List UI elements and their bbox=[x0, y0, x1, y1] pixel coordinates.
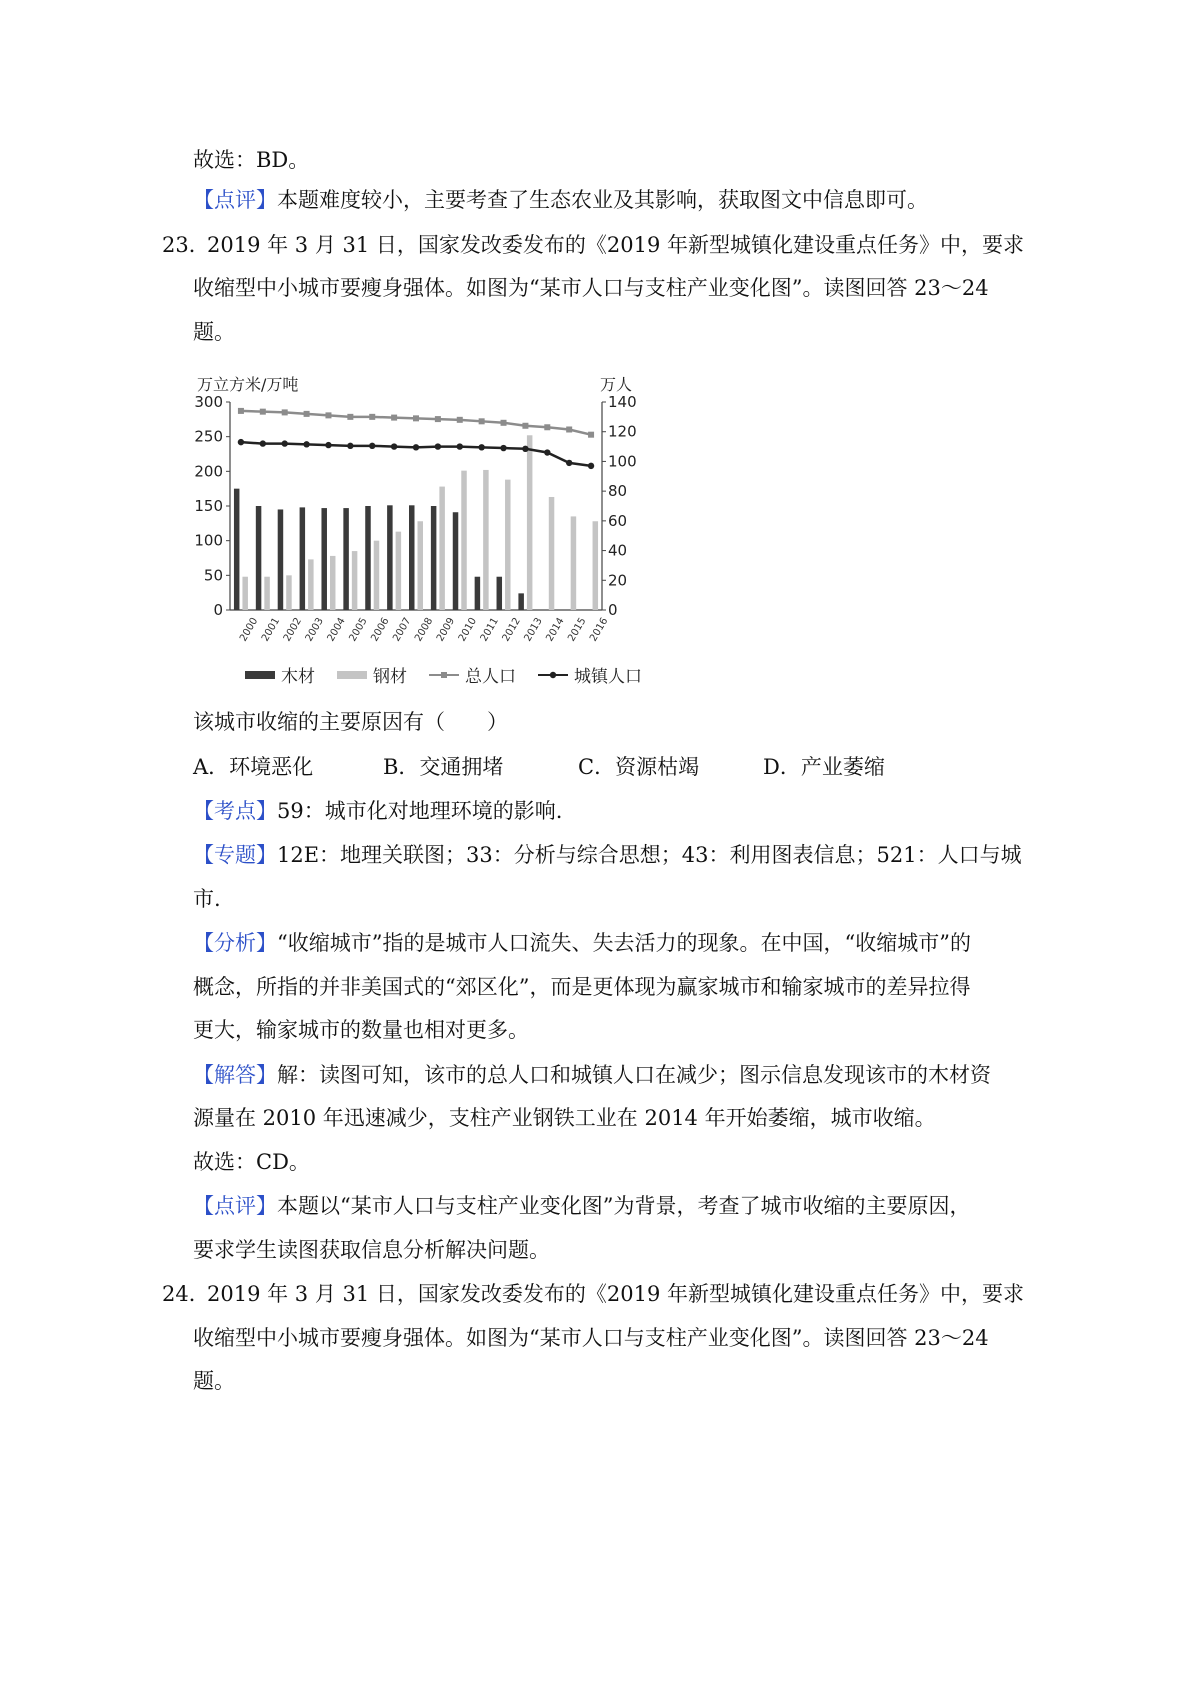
question-23-prompt: 该城市收缩的主要原因有（ ） bbox=[193, 710, 508, 734]
bar-钢材 bbox=[330, 556, 336, 610]
right-tick-label: 120 bbox=[608, 422, 637, 441]
bar-木材 bbox=[234, 489, 240, 610]
zhuanti-line2: 市. bbox=[193, 887, 221, 911]
x-tick-label: 2015 bbox=[566, 615, 589, 644]
point-总人口 bbox=[479, 418, 485, 424]
previous-answer: 故选：BD。 bbox=[193, 148, 310, 172]
left-tick-label: 0 bbox=[213, 601, 223, 619]
left-tick-label: 150 bbox=[194, 497, 223, 515]
bar-钢材 bbox=[439, 487, 445, 610]
fenxi-text: “收缩城市”指的是城市人口流失、失去活力的现象。在中国，“收缩城市”的 bbox=[277, 931, 971, 955]
bar-钢材 bbox=[593, 521, 599, 610]
kaodian-tag: 【考点】 bbox=[193, 799, 277, 823]
x-tick-label: 2009 bbox=[434, 615, 458, 644]
chart-legend bbox=[245, 667, 642, 687]
right-tick-label: 100 bbox=[608, 452, 637, 471]
point-总人口 bbox=[304, 411, 310, 417]
point-总人口 bbox=[522, 423, 528, 429]
bar-木材 bbox=[321, 508, 327, 610]
bar-钢材 bbox=[483, 470, 489, 610]
kaodian bbox=[193, 797, 562, 825]
x-tick-label: 2007 bbox=[391, 615, 414, 644]
point-总人口 bbox=[282, 409, 288, 415]
population-industry-chart bbox=[194, 375, 642, 692]
left-tick-label: 200 bbox=[194, 462, 223, 481]
point-城镇人口 bbox=[478, 444, 484, 450]
point-城镇人口 bbox=[457, 443, 463, 449]
bar-钢材 bbox=[242, 577, 248, 610]
point-城镇人口 bbox=[238, 439, 244, 445]
x-tick-label: 2003 bbox=[303, 615, 326, 644]
bar-木材 bbox=[475, 577, 481, 610]
jieda bbox=[193, 1061, 991, 1089]
fenxi-line3: 更大，输家城市的数量也相对更多。 bbox=[193, 1018, 529, 1042]
x-tick-label: 2016 bbox=[588, 615, 611, 644]
bar-木材 bbox=[365, 506, 371, 610]
jieda-tag: 【解答】 bbox=[193, 1063, 277, 1087]
chart-bars bbox=[234, 435, 598, 610]
point-城镇人口 bbox=[347, 443, 353, 449]
point-城镇人口 bbox=[303, 441, 309, 447]
zhuanti-text: 12E：地理关联图；33：分析与综合思想；43：利用图表信息；521：人口与城 bbox=[277, 843, 1022, 867]
x-tick-label: 2001 bbox=[259, 615, 283, 644]
dianping-tag: 【点评】 bbox=[193, 1194, 277, 1218]
dianping bbox=[193, 1192, 970, 1220]
x-tick-label: 2014 bbox=[544, 615, 567, 644]
dianping-text: 本题以“某市人口与支柱产业变化图”为背景，考查了城市收缩的主要原因， bbox=[277, 1194, 971, 1218]
right-tick-label: 140 bbox=[608, 393, 637, 411]
point-总人口 bbox=[588, 432, 594, 438]
question-23-number: 23． bbox=[162, 233, 210, 257]
right-tick-label: 0 bbox=[608, 601, 618, 619]
option-d[interactable]: D．产业萎缩 bbox=[763, 755, 885, 779]
question-23-line3: 题。 bbox=[193, 320, 235, 344]
legend-label-总人口: 总人口 bbox=[465, 667, 516, 687]
bar-木材 bbox=[518, 593, 524, 610]
x-tick-label: 2000 bbox=[238, 615, 261, 644]
chart-lines bbox=[238, 408, 595, 469]
point-总人口 bbox=[457, 417, 463, 423]
point-城镇人口 bbox=[282, 440, 288, 446]
legend-label-城镇人口: 城镇人口 bbox=[574, 667, 642, 687]
point-总人口 bbox=[238, 408, 244, 414]
bar-钢材 bbox=[527, 435, 533, 610]
bar-钢材 bbox=[374, 541, 380, 610]
bar-钢材 bbox=[396, 532, 402, 610]
point-城镇人口 bbox=[435, 443, 441, 449]
legend-label-木材: 木材 bbox=[281, 667, 315, 687]
jieda-text: 解：读图可知，该市的总人口和城镇人口在减少；图示信息发现该市的木材资 bbox=[277, 1063, 991, 1087]
bar-木材 bbox=[387, 505, 393, 610]
bar-木材 bbox=[431, 506, 437, 610]
fenxi bbox=[193, 929, 971, 957]
option-b[interactable]: B．交通拥堵 bbox=[383, 755, 504, 779]
legend-marker-城镇人口 bbox=[550, 672, 556, 678]
bar-木材 bbox=[343, 508, 349, 610]
comment-tag: 【点评】 bbox=[193, 188, 277, 212]
point-城镇人口 bbox=[544, 449, 550, 455]
point-总人口 bbox=[325, 412, 331, 418]
question-24-line2: 收缩型中小城市要瘦身强体。如图为“某市人口与支柱产业变化图”。读图回答 23～24 bbox=[193, 1326, 989, 1350]
line-总人口 bbox=[241, 411, 591, 435]
bar-钢材 bbox=[505, 480, 511, 610]
x-tick-label: 2005 bbox=[347, 615, 370, 644]
x-tick-label: 2008 bbox=[413, 615, 436, 644]
point-总人口 bbox=[413, 415, 419, 421]
bar-钢材 bbox=[352, 551, 358, 610]
left-tick-label: 100 bbox=[194, 531, 223, 550]
question-24-number: 24． bbox=[162, 1282, 210, 1306]
x-tick-label: 2012 bbox=[500, 615, 523, 644]
option-c[interactable]: C．资源枯竭 bbox=[578, 755, 700, 779]
left-tick-label: 250 bbox=[194, 427, 223, 446]
bar-木材 bbox=[453, 512, 459, 610]
point-总人口 bbox=[391, 415, 397, 421]
point-城镇人口 bbox=[588, 463, 594, 469]
previous-comment bbox=[193, 186, 928, 214]
bar-钢材 bbox=[461, 471, 467, 610]
point-总人口 bbox=[435, 416, 441, 422]
bar-木材 bbox=[278, 509, 284, 610]
bar-钢材 bbox=[286, 575, 292, 610]
jieda-line2: 源量在 2010 年迅速减少，支柱产业钢铁工业在 2014 年开始萎缩，城市收缩。 bbox=[193, 1106, 936, 1130]
left-tick-label: 300 bbox=[194, 393, 223, 411]
legend-swatch-木材 bbox=[245, 671, 275, 679]
point-总人口 bbox=[260, 409, 266, 415]
x-tick-label: 2013 bbox=[522, 615, 545, 644]
right-tick-label: 40 bbox=[608, 541, 628, 560]
question-24-line3: 题。 bbox=[193, 1369, 235, 1393]
bar-木材 bbox=[300, 507, 306, 610]
legend-swatch-钢材 bbox=[337, 671, 367, 679]
bar-钢材 bbox=[264, 577, 270, 610]
left-axis-title: 万立方米/万吨 bbox=[197, 375, 299, 394]
x-tick-label: 2006 bbox=[369, 615, 392, 644]
point-城镇人口 bbox=[391, 443, 397, 449]
answer-23: 故选：CD。 bbox=[193, 1150, 310, 1174]
left-tick-label: 50 bbox=[203, 566, 223, 585]
zhuanti bbox=[193, 841, 1022, 869]
option-a[interactable]: A．环境恶化 bbox=[193, 755, 314, 779]
point-城镇人口 bbox=[260, 440, 266, 446]
x-tick-label: 2004 bbox=[325, 615, 348, 644]
point-城镇人口 bbox=[325, 442, 331, 448]
point-城镇人口 bbox=[369, 443, 375, 449]
right-tick-label: 20 bbox=[608, 571, 628, 590]
bar-木材 bbox=[256, 506, 261, 610]
legend-marker-总人口 bbox=[441, 672, 447, 678]
point-城镇人口 bbox=[413, 444, 419, 450]
right-axis-title: 万人 bbox=[600, 375, 633, 394]
point-总人口 bbox=[544, 424, 550, 430]
kaodian-text: 59：城市化对地理环境的影响. bbox=[277, 799, 563, 823]
bar-木材 bbox=[497, 577, 503, 610]
bar-木材 bbox=[409, 505, 415, 610]
bar-钢材 bbox=[549, 497, 555, 610]
comment-text: 本题难度较小，主要考查了生态农业及其影响，获取图文中信息即可。 bbox=[277, 188, 928, 212]
bar-钢材 bbox=[571, 516, 577, 610]
zhuanti-tag: 【专题】 bbox=[193, 843, 277, 867]
right-tick-label: 60 bbox=[608, 511, 628, 530]
point-总人口 bbox=[566, 426, 572, 432]
fenxi-line2: 概念，所指的并非美国式的“郊区化”，而是更体现为赢家城市和输家城市的差异拉得 bbox=[193, 975, 971, 999]
x-tick-label: 2011 bbox=[478, 615, 501, 644]
point-总人口 bbox=[501, 420, 507, 426]
point-总人口 bbox=[369, 414, 375, 420]
right-tick-label: 80 bbox=[608, 482, 628, 501]
point-城镇人口 bbox=[522, 446, 528, 452]
x-tick-label: 2002 bbox=[281, 615, 305, 644]
legend-label-钢材: 钢材 bbox=[373, 667, 407, 687]
point-城镇人口 bbox=[566, 460, 572, 466]
bar-钢材 bbox=[418, 521, 424, 610]
question-23-line1: 2019 年 3 月 31 日，国家发改委发布的《2019 年新型城镇化建设重点任务》中，要求 bbox=[207, 233, 1025, 257]
point-总人口 bbox=[347, 414, 353, 420]
dianping-line2: 要求学生读图获取信息分析解决问题。 bbox=[193, 1238, 550, 1262]
bar-钢材 bbox=[308, 559, 314, 610]
question-24-line1: 2019 年 3 月 31 日，国家发改委发布的《2019 年新型城镇化建设重点任务》中，要求 bbox=[207, 1282, 1025, 1306]
question-23-line2: 收缩型中小城市要瘦身强体。如图为“某市人口与支柱产业变化图”。读图回答 23～24 bbox=[193, 276, 989, 300]
x-tick-label: 2010 bbox=[456, 615, 480, 644]
point-城镇人口 bbox=[500, 445, 506, 451]
fenxi-tag: 【分析】 bbox=[193, 931, 277, 955]
